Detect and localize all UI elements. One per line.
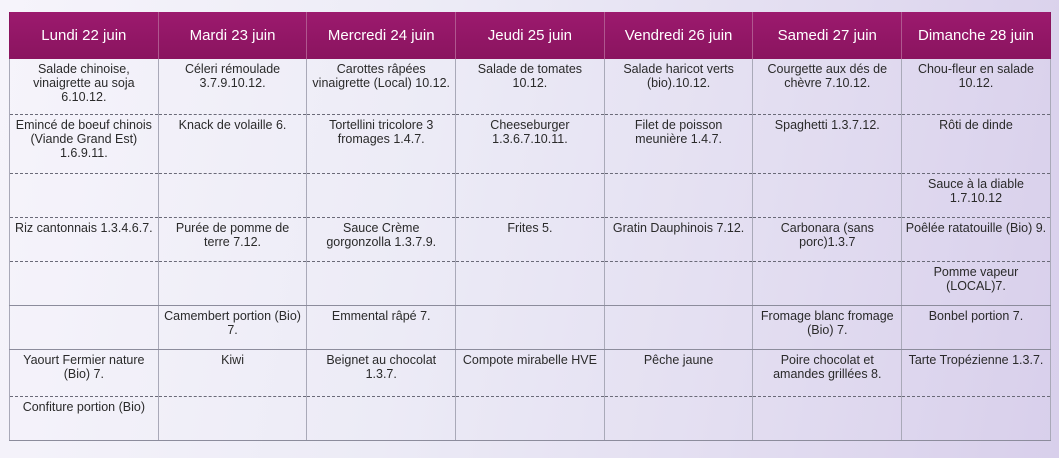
menu-cell: Salade de tomates 10.12.: [456, 59, 605, 115]
menu-cell: Poêlée ratatouille (Bio) 9.: [902, 218, 1051, 262]
menu-cell: Compote mirabelle HVE: [456, 350, 605, 397]
menu-cell: Gratin Dauphinois 7.12.: [604, 218, 753, 262]
menu-cell: [753, 174, 902, 218]
menu-cell: Pêche jaune: [604, 350, 753, 397]
menu-cell: [902, 397, 1051, 441]
menu-cell: [604, 397, 753, 441]
day-header-monday: Lundi 22 juin: [10, 12, 159, 59]
menu-cell: Tarte Tropézienne 1.3.7.: [902, 350, 1051, 397]
day-header-sunday: Dimanche 28 juin: [902, 12, 1051, 59]
menu-cell: Purée de pomme de terre 7.12.: [158, 218, 307, 262]
day-header-wednesday: Mercredi 24 juin: [307, 12, 456, 59]
menu-cell: [604, 174, 753, 218]
menu-cell: [604, 306, 753, 350]
menu-cell: Tortellini tricolore 3 fromages 1.4.7.: [307, 115, 456, 174]
menu-cell: [753, 397, 902, 441]
menu-cell: Camembert portion (Bio) 7.: [158, 306, 307, 350]
menu-cell: Rôti de dinde: [902, 115, 1051, 174]
menu-cell: [456, 174, 605, 218]
menu-cell: Carottes râpées vinaigrette (Local) 10.12.: [307, 59, 456, 115]
menu-cell: Chou-fleur en salade 10.12.: [902, 59, 1051, 115]
menu-cell: Kiwi: [158, 350, 307, 397]
menu-row-side-extra: [10, 262, 1051, 306]
menu-cell: Emmental râpé 7.: [307, 306, 456, 350]
menu-cell: [10, 262, 159, 306]
menu-cell: [456, 397, 605, 441]
menu-cell: [307, 174, 456, 218]
menu-cell: Poire chocolat et amandes grillées 8.: [753, 350, 902, 397]
menu-cell: Sauce à la diable 1.7.10.12: [902, 174, 1051, 218]
day-header-friday: Vendredi 26 juin: [604, 12, 753, 59]
menu-cell: Frites 5.: [456, 218, 605, 262]
menu-cell: Spaghetti 1.3.7.12.: [753, 115, 902, 174]
menu-table: [9, 12, 1051, 441]
menu-cell: Cheeseburger 1.3.6.7.10.11.: [456, 115, 605, 174]
menu-cell: [10, 306, 159, 350]
menu-cell: [307, 397, 456, 441]
menu-cell: [456, 262, 605, 306]
menu-row-main: [10, 115, 1051, 174]
menu-cell: Courgette aux dés de chèvre 7.10.12.: [753, 59, 902, 115]
menu-cell: [158, 262, 307, 306]
day-header-saturday: Samedi 27 juin: [753, 12, 902, 59]
menu-cell: Bonbel portion 7.: [902, 306, 1051, 350]
menu-cell: Confiture portion (Bio): [10, 397, 159, 441]
menu-cell: [456, 306, 605, 350]
menu-cell: Beignet au chocolat 1.3.7.: [307, 350, 456, 397]
menu-cell: Knack de volaille 6.: [158, 115, 307, 174]
menu-row-side: [10, 218, 1051, 262]
menu-row-dessert: [10, 350, 1051, 397]
menu-cell: Céleri rémoulade 3.7.9.10.12.: [158, 59, 307, 115]
menu-row-dairy: [10, 306, 1051, 350]
weekly-menu: [9, 12, 1050, 453]
menu-row-sauce: [10, 174, 1051, 218]
menu-cell: Carbonara (sans porc)1.3.7: [753, 218, 902, 262]
menu-cell: Filet de poisson meunière 1.4.7.: [604, 115, 753, 174]
day-header-row: [10, 12, 1051, 59]
menu-cell: Pomme vapeur (LOCAL)7.: [902, 262, 1051, 306]
menu-cell: Salade haricot verts (bio).10.12.: [604, 59, 753, 115]
menu-cell: [158, 174, 307, 218]
menu-cell: [307, 262, 456, 306]
menu-cell: Yaourt Fermier nature (Bio) 7.: [10, 350, 159, 397]
day-header-tuesday: Mardi 23 juin: [158, 12, 307, 59]
menu-cell: Emincé de boeuf chinois (Viande Grand Est) 1.6.9.11.: [10, 115, 159, 174]
menu-cell: Riz cantonnais 1.3.4.6.7.: [10, 218, 159, 262]
menu-cell: Sauce Crème gorgonzolla 1.3.7.9.: [307, 218, 456, 262]
menu-cell: Fromage blanc fromage (Bio) 7.: [753, 306, 902, 350]
menu-row-dessert-extra: [10, 397, 1051, 441]
menu-cell: [158, 397, 307, 441]
menu-cell: [604, 262, 753, 306]
menu-cell: [10, 174, 159, 218]
menu-cell: [753, 262, 902, 306]
menu-row-starter: [10, 59, 1051, 115]
menu-cell: Salade chinoise, vinaigrette au soja 6.10.12.: [10, 59, 159, 115]
day-header-thursday: Jeudi 25 juin: [456, 12, 605, 59]
